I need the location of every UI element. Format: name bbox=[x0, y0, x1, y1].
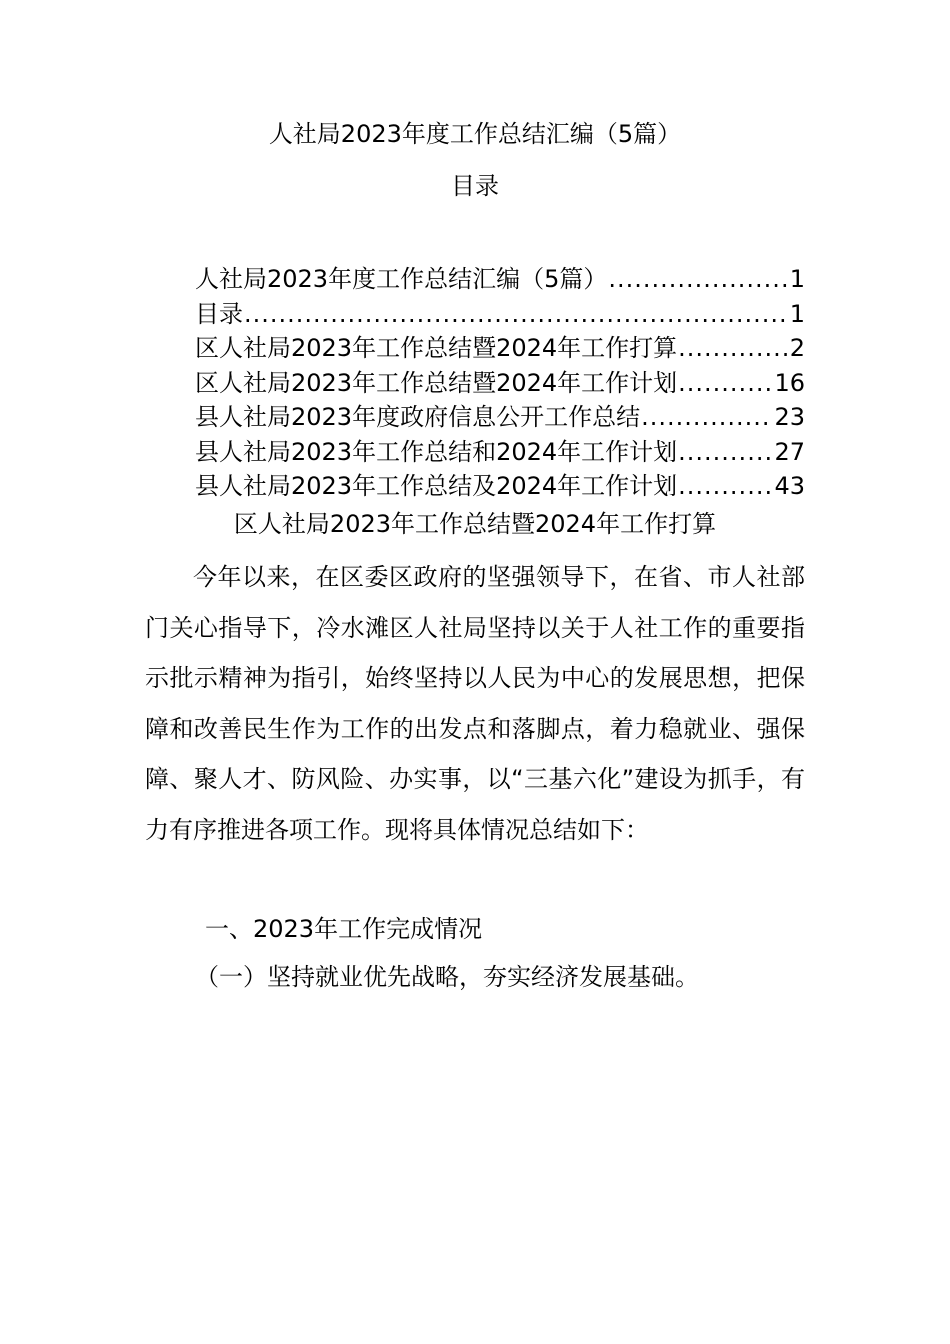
toc-entry-title: 区人社局2023年工作总结暨2024年工作计划 bbox=[195, 368, 678, 397]
toc-entry-title: 县人社局2023年工作总结和2024年工作计划 bbox=[195, 437, 678, 466]
toc-entry[interactable] bbox=[195, 366, 805, 401]
toc-entry[interactable] bbox=[195, 435, 805, 470]
toc-entry-title: 人社局2023年度工作总结汇编（5篇） bbox=[195, 265, 608, 293]
toc-entry-title: 区人社局2023年工作总结暨2024年工作打算 bbox=[195, 334, 678, 362]
toc-entry[interactable] bbox=[195, 297, 805, 332]
toc-entry-title: 县人社局2023年工作总结及2024年工作计划 bbox=[195, 472, 678, 500]
body-paragraph: 今年以来，在区委区政府的坚强领导下，在省、市人社部门关心指导下，冷水滩区人社局坚持以关于人社工作的重要指示批示精神为指引，始终坚持以人民为中心的发展思想，把保障和改善民生作为工作的出发点和落脚点，着力稳就业、强保障、聚人才、防风险、办实事，以“三基六化”建设为抓手，有力有序推进各项工作。现将具体情况总结如下： bbox=[145, 563, 805, 844]
toc-entry[interactable] bbox=[195, 469, 805, 504]
table-of-contents bbox=[195, 262, 805, 504]
document-title: 人社局2023年度工作总结汇编（5篇） bbox=[268, 120, 682, 148]
toc-entry-page: 16 bbox=[774, 368, 805, 397]
heading-level-1: 一、2023年工作完成情况 bbox=[205, 915, 483, 943]
toc-entry-page: 43 bbox=[774, 472, 805, 500]
toc-heading: 目录 bbox=[451, 172, 499, 200]
toc-entry-page: 23 bbox=[774, 403, 805, 431]
section-title: 区人社局2023年工作总结暨2024年工作打算 bbox=[233, 510, 717, 538]
toc-leader-dots bbox=[608, 262, 788, 297]
toc-entry-page: 27 bbox=[774, 437, 805, 466]
toc-leader-dots bbox=[678, 435, 773, 470]
toc-leader-dots bbox=[678, 331, 789, 366]
toc-leader-dots bbox=[641, 400, 773, 435]
heading-level-2: （一）坚持就业优先战略，夯实经济发展基础。 bbox=[195, 963, 699, 991]
toc-entry-title: 目录 bbox=[195, 299, 243, 328]
toc-entry[interactable] bbox=[195, 400, 805, 435]
toc-entry[interactable] bbox=[195, 262, 805, 297]
toc-leader-dots bbox=[244, 297, 789, 332]
toc-entry-page: 2 bbox=[789, 334, 805, 362]
toc-entry[interactable] bbox=[195, 331, 805, 366]
toc-entry-title: 县人社局2023年度政府信息公开工作总结 bbox=[195, 403, 641, 431]
toc-leader-dots bbox=[678, 366, 773, 401]
toc-leader-dots bbox=[678, 469, 773, 504]
toc-entry-page: 1 bbox=[789, 299, 805, 328]
toc-entry-page: 1 bbox=[789, 265, 805, 293]
